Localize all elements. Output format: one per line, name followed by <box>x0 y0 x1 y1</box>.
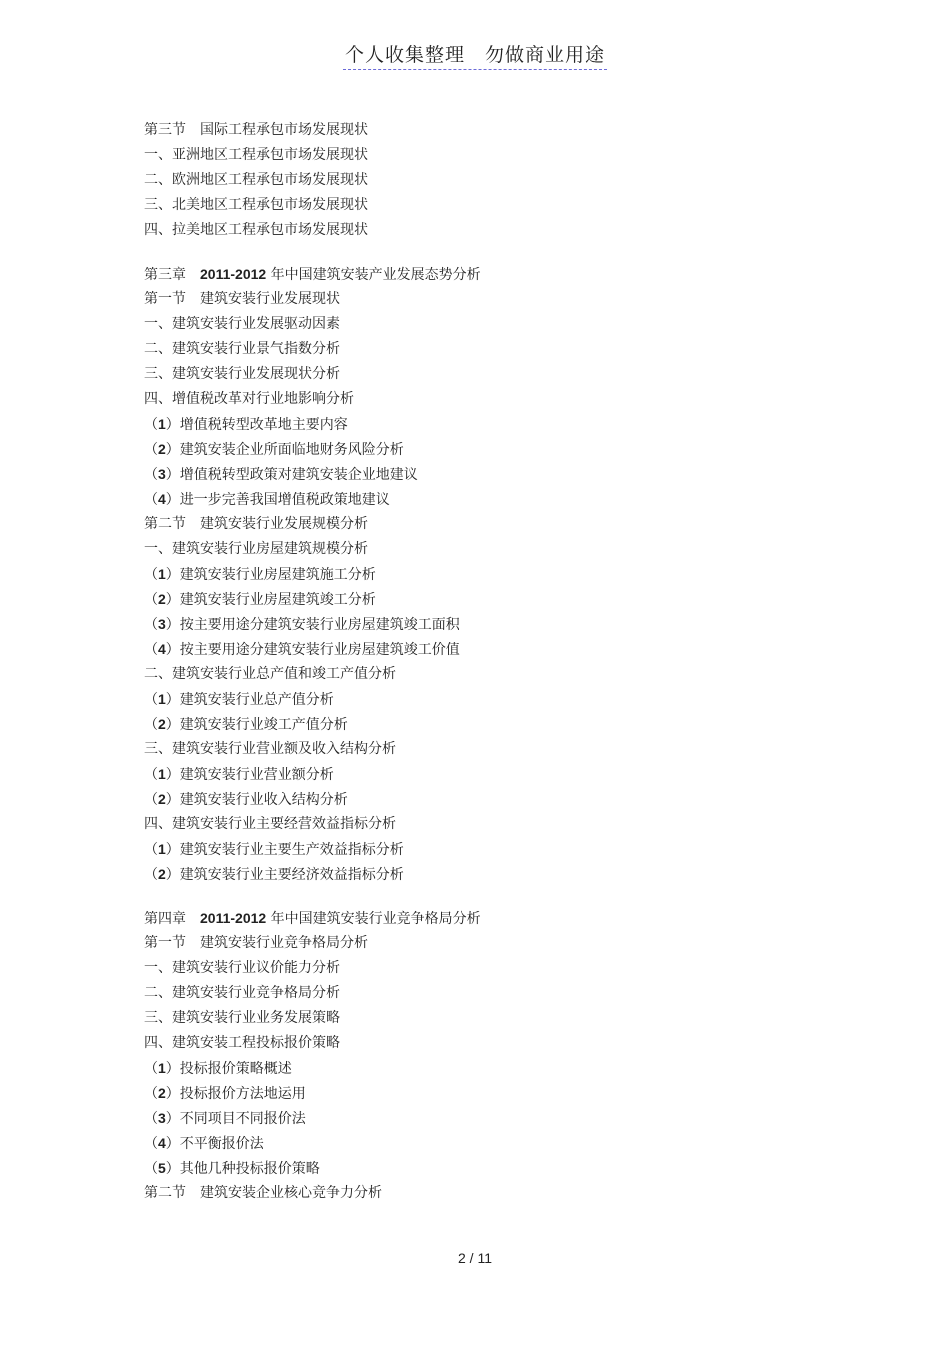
toc-line: 第一节 建筑安装行业竞争格局分析 <box>144 935 368 951</box>
subitem-number: 3 <box>158 616 166 632</box>
subitem-text: 投标报价策略概述 <box>179 1061 292 1077</box>
toc-line: 三、建筑安装行业发展现状分析 <box>144 366 340 382</box>
toc-line: 四、建筑安装行业主要经营效益指标分析 <box>144 816 396 832</box>
toc-subitem: （1）建筑安装行业房屋建筑施工分析 <box>144 566 376 583</box>
subitem-text: 不平衡报价法 <box>179 1136 264 1152</box>
subitem-text: 建筑安装行业营业额分析 <box>179 767 334 783</box>
subitem-number: 3 <box>158 1110 166 1126</box>
toc-subitem: （1）增值税转型改革地主要内容 <box>144 416 348 433</box>
subitem-number: 1 <box>158 1060 166 1076</box>
subitem-number: 1 <box>158 416 166 432</box>
toc-line: 第二节 建筑安装行业发展规模分析 <box>144 516 368 532</box>
toc-subitem: （5）其他几种投标报价策略 <box>144 1160 320 1177</box>
toc-subitem: （1）建筑安装行业主要生产效益指标分析 <box>144 841 404 858</box>
subitem-text: 建筑安装行业主要生产效益指标分析 <box>179 842 404 858</box>
subitem-number: 4 <box>158 641 166 657</box>
toc-subitem: （1）建筑安装行业总产值分析 <box>144 691 334 708</box>
toc-subitem: （4）按主要用途分建筑安装行业房屋建筑竣工价值 <box>144 641 460 658</box>
toc-line: 一、建筑安装行业议价能力分析 <box>144 960 340 976</box>
subitem-number: 2 <box>158 591 166 607</box>
toc-line: 一、建筑安装行业房屋建筑规模分析 <box>144 541 368 557</box>
toc-line: 四、拉美地区工程承包市场发展现状 <box>144 222 368 238</box>
toc-line: 四、增值税改革对行业地影响分析 <box>144 391 354 407</box>
toc-subitem: （2）建筑安装行业房屋建筑竣工分析 <box>144 591 376 608</box>
toc-line: 三、建筑安装行业业务发展策略 <box>144 1010 340 1026</box>
chapter-prefix: 第四章 <box>144 911 200 927</box>
toc-chapter-heading <box>144 262 864 287</box>
section-gap <box>144 887 864 906</box>
toc-line: 第二节 建筑安装企业核心竞争力分析 <box>144 1185 382 1201</box>
subitem-text: 进一步完善我国增值税政策地建议 <box>179 492 390 508</box>
subitem-number: 5 <box>158 1160 166 1176</box>
subitem-number: 4 <box>158 1135 166 1151</box>
subitem-number: 1 <box>158 841 166 857</box>
toc-line: 一、建筑安装行业发展驱动因素 <box>144 316 340 332</box>
toc-subitem: （1）建筑安装行业营业额分析 <box>144 766 334 783</box>
toc-line: 一、亚洲地区工程承包市场发展现状 <box>144 147 368 163</box>
toc-line: 四、建筑安装工程投标报价策略 <box>144 1035 340 1051</box>
toc-subitem: （2）投标报价方法地运用 <box>144 1085 306 1102</box>
chapter-year-range: 2011-2012 <box>200 266 267 282</box>
subitem-number: 2 <box>158 866 166 882</box>
subitem-text: 建筑安装企业所面临地财务风险分析 <box>179 442 404 458</box>
subitem-text: 投标报价方法地运用 <box>179 1086 306 1102</box>
toc-subitem: （1）投标报价策略概述 <box>144 1060 292 1077</box>
toc-content <box>144 118 864 1206</box>
toc-line: 二、建筑安装行业景气指数分析 <box>144 341 340 357</box>
page-number: 2 / 11 <box>458 1250 492 1266</box>
subitem-text: 建筑安装行业房屋建筑竣工分析 <box>179 592 376 608</box>
subitem-number: 3 <box>158 466 166 482</box>
toc-line: 第三节 国际工程承包市场发展现状 <box>144 122 368 138</box>
chapter-prefix: 第三章 <box>144 267 200 283</box>
subitem-text: 不同项目不同报价法 <box>179 1111 306 1127</box>
toc-subitem: （3）增值税转型政策对建筑安装企业地建议 <box>144 466 418 483</box>
toc-subitem: （3）不同项目不同报价法 <box>144 1110 306 1127</box>
toc-line: 二、建筑安装行业总产值和竣工产值分析 <box>144 666 396 682</box>
subitem-number: 2 <box>158 441 166 457</box>
subitem-number: 1 <box>158 691 166 707</box>
subitem-number: 1 <box>158 566 166 582</box>
toc-line: 三、北美地区工程承包市场发展现状 <box>144 197 368 213</box>
page-header <box>0 40 950 70</box>
section-gap <box>144 243 864 262</box>
toc-subitem: （2）建筑安装企业所面临地财务风险分析 <box>144 441 404 458</box>
subitem-text: 建筑安装行业收入结构分析 <box>179 792 348 808</box>
chapter-year-range: 2011-2012 <box>200 910 267 926</box>
subitem-text: 按主要用途分建筑安装行业房屋建筑竣工价值 <box>179 642 460 658</box>
chapter-title: 年中国建筑安装产业发展态势分析 <box>266 267 481 283</box>
subitem-text: 建筑安装行业总产值分析 <box>179 692 334 708</box>
subitem-number: 4 <box>158 491 166 507</box>
toc-subitem: （4）不平衡报价法 <box>144 1135 264 1152</box>
chapter-title: 年中国建筑安装行业竞争格局分析 <box>266 911 481 927</box>
subitem-text: 建筑安装行业竣工产值分析 <box>179 717 348 733</box>
toc-subitem: （2）建筑安装行业收入结构分析 <box>144 791 348 808</box>
subitem-text: 增值税转型政策对建筑安装企业地建议 <box>179 467 418 483</box>
subitem-number: 2 <box>158 1085 166 1101</box>
toc-subitem: （2）建筑安装行业竣工产值分析 <box>144 716 348 733</box>
toc-chapter-heading <box>144 906 864 931</box>
subitem-text: 建筑安装行业主要经济效益指标分析 <box>179 867 404 883</box>
toc-subitem: （3）按主要用途分建筑安装行业房屋建筑竣工面积 <box>144 616 460 633</box>
subitem-text: 增值税转型改革地主要内容 <box>179 417 348 433</box>
subitem-text: 建筑安装行业房屋建筑施工分析 <box>179 567 376 583</box>
toc-line: 二、欧洲地区工程承包市场发展现状 <box>144 172 368 188</box>
subitem-text: 其他几种投标报价策略 <box>179 1161 320 1177</box>
toc-subitem: （4）进一步完善我国增值税政策地建议 <box>144 491 390 508</box>
subitem-number: 2 <box>158 791 166 807</box>
toc-subitem: （2）建筑安装行业主要经济效益指标分析 <box>144 866 404 883</box>
toc-line: 三、建筑安装行业营业额及收入结构分析 <box>144 741 396 757</box>
toc-line: 第一节 建筑安装行业发展现状 <box>144 291 340 307</box>
subitem-text: 按主要用途分建筑安装行业房屋建筑竣工面积 <box>179 617 460 633</box>
subitem-number: 2 <box>158 716 166 732</box>
header-watermark-text: 个人收集整理 勿做商业用途 <box>343 40 607 70</box>
toc-line: 二、建筑安装行业竞争格局分析 <box>144 985 340 1001</box>
subitem-number: 1 <box>158 766 166 782</box>
